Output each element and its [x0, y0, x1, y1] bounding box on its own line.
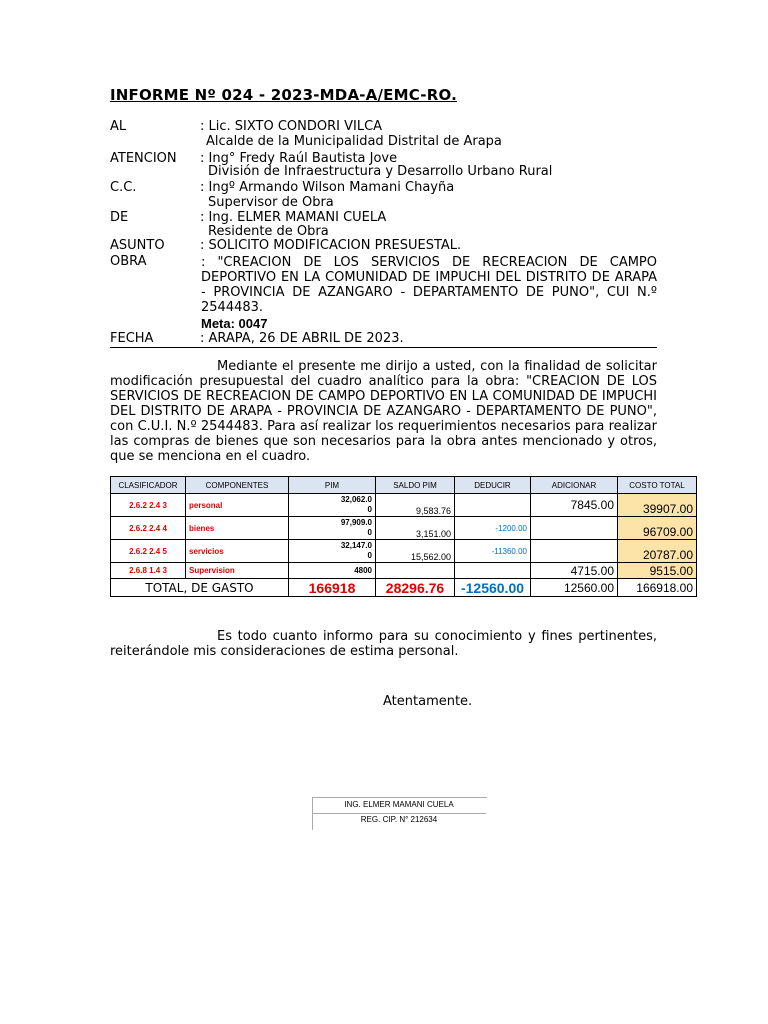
header-pim: PIM: [289, 477, 376, 494]
componente-cell: servicios: [186, 540, 289, 563]
signature-reg: REG. CIP. N° 212634: [360, 815, 438, 824]
costo-cell: 9515.00: [618, 563, 697, 579]
deducir-cell: -1200.00: [455, 517, 531, 540]
saldo-cell: 9,583.76: [376, 494, 455, 517]
componente-cell: Supervision: [186, 563, 289, 579]
componente-cell: personal: [186, 494, 289, 517]
fecha-value: : ARAPA, 26 DE ABRIL DE 2023.: [200, 331, 404, 346]
al-label: AL: [110, 119, 127, 134]
table-row: [111, 540, 697, 563]
clasificador-cell: 2.6.2 2.4 3: [111, 494, 186, 517]
costo-cell: 96709.00: [618, 517, 697, 540]
deducir-cell: [455, 494, 531, 517]
atencion-label: ATENCION: [110, 151, 177, 166]
pim-cell: 4800: [289, 563, 376, 579]
table-row: [111, 517, 697, 540]
deducir-cell: -11360.00: [455, 540, 531, 563]
header-clasificador: CLASIFICADOR: [111, 477, 186, 494]
table-row: [111, 563, 697, 579]
intro-paragraph: [110, 359, 657, 464]
adicionar-cell: 7845.00: [531, 494, 618, 517]
signature-divider: [312, 813, 486, 814]
de-value: : Ing. ELMER MAMANI CUELA: [200, 210, 387, 225]
clasificador-cell: 2.6.2 2.4 4: [111, 517, 186, 540]
pim-cell: 97,909.0 0: [289, 517, 376, 540]
de-sub: Residente de Obra: [208, 224, 329, 239]
header-costo-total: COSTO TOTAL: [618, 477, 697, 494]
budget-table: [110, 476, 697, 597]
costo-cell: 20787.00: [618, 540, 697, 563]
header-adicionar: ADICIONAR: [531, 477, 618, 494]
componente-cell: bienes: [186, 517, 289, 540]
fecha-label: FECHA: [110, 331, 154, 346]
header-componentes: COMPONENTES: [186, 477, 289, 494]
clasificador-cell: 2.6.8 1.4 3: [111, 563, 186, 579]
closing-paragraph: [110, 629, 657, 659]
deducir-cell: [455, 563, 531, 579]
obra-value: : "CREACION DE LOS SERVICIOS DE RECREACION DE CAMPO DEPORTIVO EN LA COMUNIDAD DE IMPUCHI DEL DISTRITO DE ARAPA - PROVINCIA DE AZANGARO - DEPARTAMENTO DE PUNO", CUI N.º 2544483.: [201, 255, 657, 315]
adicionar-cell: 4715.00: [531, 563, 618, 579]
saldo-cell: [376, 563, 455, 579]
de-label: DE: [110, 210, 129, 225]
al-value: : Lic. SIXTO CONDORI VILCA: [200, 119, 383, 134]
header-divider: [110, 347, 657, 348]
table-header-row: [111, 477, 697, 494]
total-saldo: 28296.76: [376, 579, 455, 597]
total-label: TOTAL, DE GASTO: [111, 579, 289, 597]
closing-salutation: Atentamente.: [383, 694, 473, 709]
cc-label: C.C.: [110, 180, 137, 195]
atencion-value: : Ing° Fredy Raúl Bautista Jove: [200, 151, 398, 166]
intro-paragraph-text: Mediante el presente me dirijo a usted, con la finalidad de solicitar modificación presupuestal del cuadro analítico para la obra: "CREACION DE LOS SERVICIOS DE RECREACION DE CAMPO DEPORTIVO EN LA COMUNIDAD DE IMPUCHI DEL DISTRITO DE ARAPA - PROVINCIA DE AZANGARO - DEPARTAMENTO DE PUNO", con C.U.I. N.º 2544483. Para así realizar los requerimientos necesarios para realizar las compras de bienes que son necesarios para la obra antes mencionado y otros, que se menciona en el cuadro.: [110, 359, 657, 464]
obra-label: OBRA: [110, 254, 147, 269]
pim-cell: 32,062.0 0: [289, 494, 376, 517]
cc-sub: Supervisor de Obra: [208, 195, 334, 210]
al-sub: Alcalde de la Municipalidad Distrital de Arapa: [206, 134, 502, 149]
header-deducir: DEDUCIR: [455, 477, 531, 494]
atencion-sub: División de Infraestructura y Desarrollo Urbano Rural: [208, 164, 553, 179]
adicionar-cell: [531, 540, 618, 563]
cc-value: : Ingº Armando Wilson Mamani Chayña: [200, 180, 455, 195]
total-pim: 166918: [289, 579, 376, 597]
total-deducir: -12560.00: [455, 579, 531, 597]
adicionar-cell: [531, 517, 618, 540]
meta-value: Meta: 0047: [201, 316, 268, 331]
closing-paragraph-text: Es todo cuanto informo para su conocimiento y fines pertinentes, reiterándole mis consideraciones de estima personal.: [110, 629, 657, 659]
clasificador-cell: 2.6.2 2.4 5: [111, 540, 186, 563]
asunto-value: : SOLICITO MODIFICACION PRESUESTAL.: [200, 238, 462, 253]
saldo-cell: 15,562.00: [376, 540, 455, 563]
total-costo: 166918.00: [618, 579, 697, 597]
signature-name: ING. ELMER MAMANI CUELA: [344, 800, 454, 809]
total-adicionar: 12560.00: [531, 579, 618, 597]
document-title: INFORME Nº 024 - 2023-MDA-A/EMC-RO.: [110, 86, 457, 104]
total-row: [111, 579, 697, 597]
table-row: [111, 494, 697, 517]
pim-cell: 32,147.0 0: [289, 540, 376, 563]
header-saldo-pim: SALDO PIM: [376, 477, 455, 494]
asunto-label: ASUNTO: [110, 238, 165, 253]
costo-cell: 39907.00: [618, 494, 697, 517]
saldo-cell: 3,151.00: [376, 517, 455, 540]
